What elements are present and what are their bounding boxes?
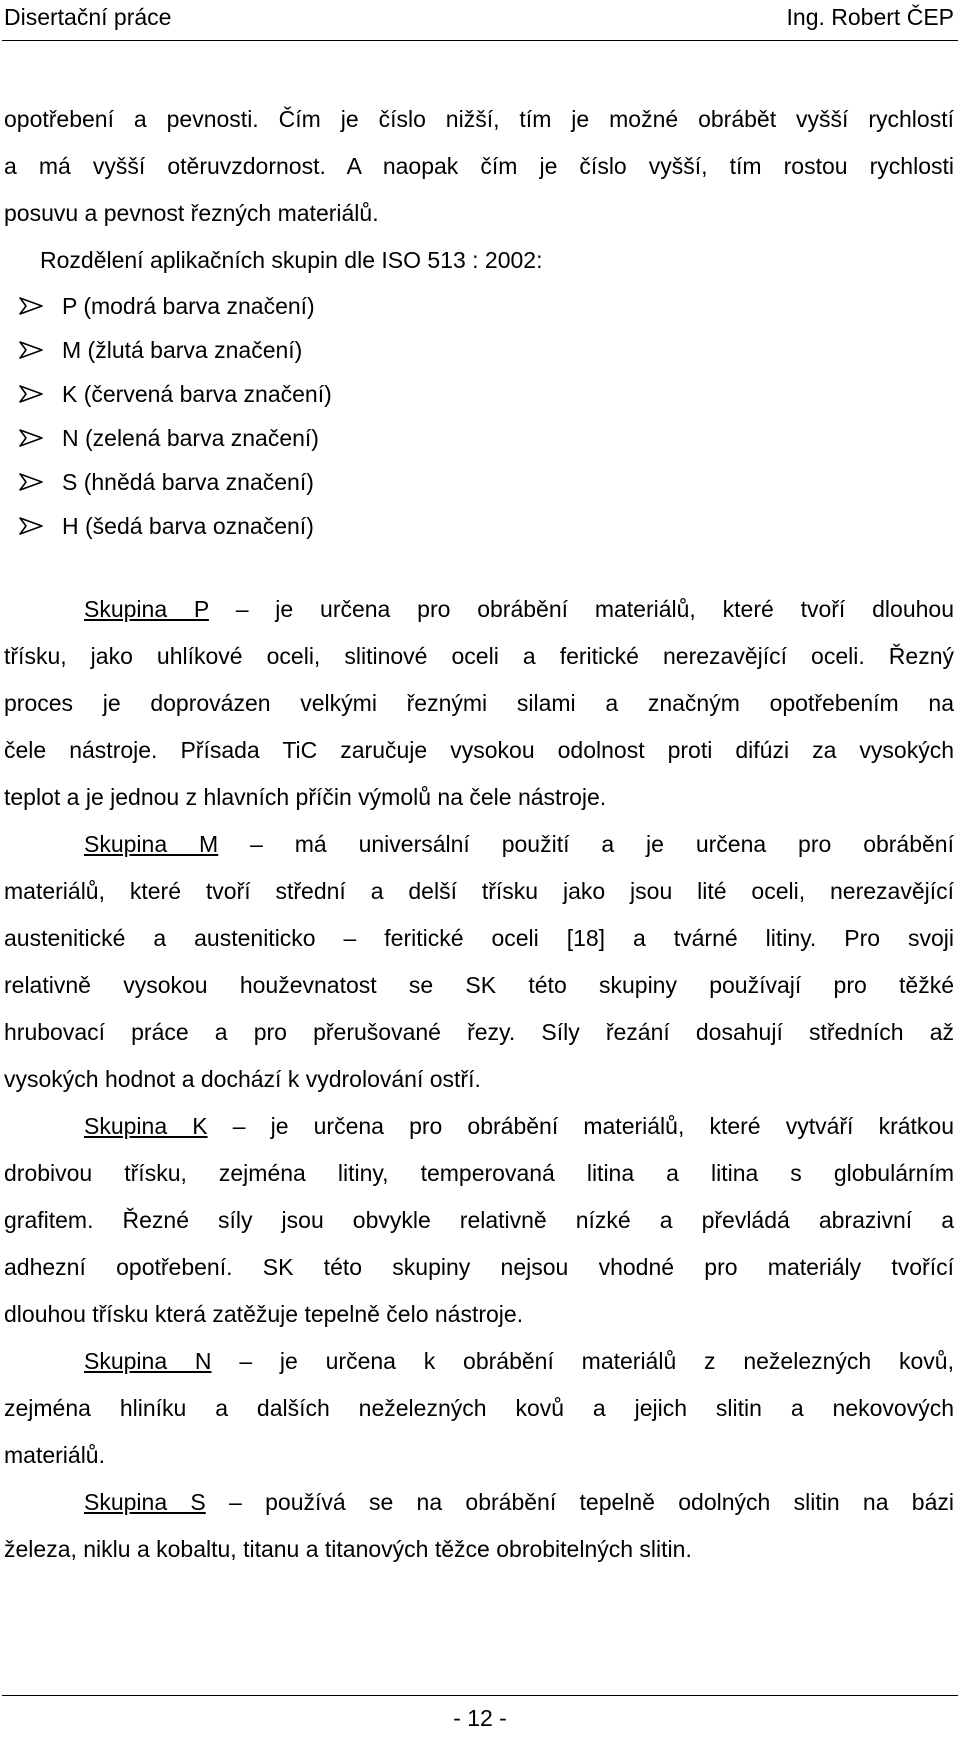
section-k-first-line [4,1103,954,1150]
section-m-term: Skupina M [84,831,219,857]
section-k-term: Skupina K [84,1113,208,1139]
section-k-line: adhezní opotřebení. SK této skupiny nejsou vhodné pro materiály tvořící [4,1254,954,1280]
section-p-term: Skupina P [84,596,209,622]
group-label: S (hnědá barva značení) [62,469,314,495]
section-m-line: austenitické a austeniticko – feritické oceli [18] a tvárné litiny. Pro svoji [4,925,954,951]
section-k-line: dlouhou třísku která zatěžuje tepelně čelo nástroje. [4,1301,524,1327]
arrow-bullet-icon [18,516,46,536]
group-label: N (zelená barva značení) [62,425,319,451]
section-p-line: třísku, jako uhlíkové oceli, slitinové oceli a feritické nerezavějící oceli. Řezný [4,643,954,669]
intro-line: posuvu a pevnost řezných materiálů. [4,200,379,226]
group-label: M (žlutá barva značení) [62,337,303,363]
section-n-first-line [4,1338,954,1385]
groups-list [4,284,954,548]
section-p-first-line [4,586,954,633]
arrow-bullet-icon [18,340,46,360]
section-p-line: teplot a je jednou z hlavních příčin výmolů na čele nástroje. [4,784,607,810]
section-s-first-line [4,1479,954,1526]
list-item [4,284,954,328]
document-title: Disertační práce [4,4,172,30]
section-k-line: grafitem. Řezné síly jsou obvykle relativně nízké a převládá abrazivní a [4,1207,954,1233]
page-number: - 12 - [453,1705,507,1731]
section-n-line: zejména hliníku a dalších neželezných kovů a jejich slitin a nekovových [4,1395,954,1421]
group-label: P (modrá barva značení) [62,293,315,319]
groups-heading: Rozdělení aplikačních skupin dle ISO 513 : 2002: [40,247,543,273]
arrow-bullet-icon [18,296,46,316]
section-s-text: – používá se na obrábění tepelně odolných slitin na bázi [205,1489,954,1515]
spacer [4,548,954,586]
section-s-term: Skupina S [84,1489,206,1515]
arrow-bullet-icon [18,384,46,404]
intro-line: opotřebení a pevnosti. Čím je číslo nižší, tím je možné obrábět vyšší rychlostí [4,106,954,132]
section-m-line: hrubovací práce a pro přerušované řezy. Síly řezání dosahují středních až [4,1019,954,1045]
section-n-term: Skupina N [84,1348,212,1374]
section-m-first-line [4,821,954,868]
header-divider [2,40,958,41]
section-p-text: – je určena pro obrábění materiálů, které tvoří dlouhou [208,596,954,622]
section-p-line: čele nástroje. Přísada TiC zaručuje vysokou odolnost proti difúzi za vysokých [4,737,954,763]
page-header [0,0,960,42]
list-item [4,416,954,460]
list-item [4,460,954,504]
section-s-line: železa, niklu a kobaltu, titanu a titanových těžce obrobitelných slitin. [4,1536,692,1562]
section-k-line: drobivou třísku, zejména litiny, temperovaná litina a litina s globulárním [4,1160,954,1186]
section-m-line: materiálů, které tvoří střední a delší třísku jako jsou lité oceli, nerezavějící [4,878,954,904]
footer-divider [2,1695,958,1696]
intro-line: a má vyšší otěruvzdornost. A naopak čím je číslo vyšší, tím rostou rychlosti [4,153,954,179]
section-m-line: relativně vysokou houževnatost se SK této skupiny používají pro těžké [4,972,954,998]
document-author: Ing. Robert ČEP [786,4,954,30]
section-m-line: vysokých hodnot a dochází k vydrolování ostří. [4,1066,481,1092]
page-content [4,96,954,1573]
section-m-text: – má universální použití a je určena pro obrábění [218,831,954,857]
arrow-bullet-icon [18,472,46,492]
list-item [4,328,954,372]
group-label: K (červená barva značení) [62,381,332,407]
list-item [4,372,954,416]
arrow-bullet-icon [18,428,46,448]
section-k-text: – je určena pro obrábění materiálů, které vytváří krátkou [207,1113,954,1139]
section-n-line: materiálů. [4,1442,105,1468]
section-p-line: proces je doprovázen velkými řeznými silami a značným opotřebením na [4,690,954,716]
group-label: H (šedá barva označení) [62,513,314,539]
list-item [4,504,954,548]
section-n-text: – je určena k obrábění materiálů z neželezných kovů, [211,1348,954,1374]
